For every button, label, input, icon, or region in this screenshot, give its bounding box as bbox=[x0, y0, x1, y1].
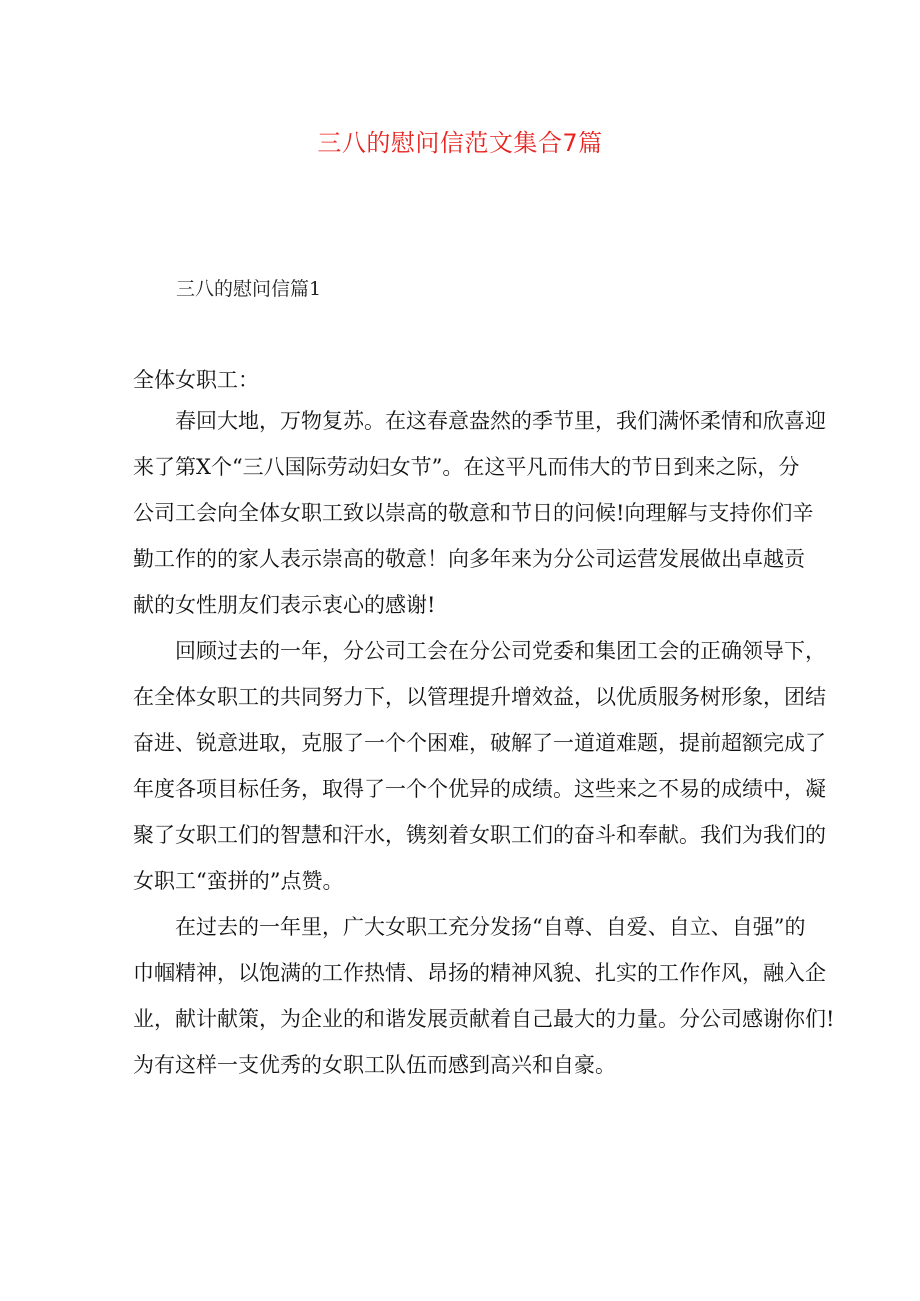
paragraph-2 bbox=[133, 628, 826, 904]
document-title: 三八的慰问信范文集合7篇 bbox=[317, 129, 603, 157]
paragraph-line: 勤工作的的家人表示崇高的敬意！向多年来为分公司运营发展做出卓越贡 bbox=[133, 547, 805, 571]
paragraph-3 bbox=[133, 904, 835, 1088]
paragraph-line: 在全体女职工的共同努力下，以管理提升增效益，以优质服务树形象，团结 bbox=[133, 685, 826, 709]
letter-body bbox=[133, 398, 835, 1088]
paragraph-line: 奋进、锐意进取，克服了一个个困难，破解了一道道难题，提前超额完成了 bbox=[133, 731, 826, 755]
paragraph-line: 巾帼精神，以饱满的工作热情、昂扬的精神风貌、扎实的工作作风，融入企 bbox=[133, 961, 826, 985]
paragraph-line: 聚了女职工们的智慧和汗水，镌刻着女职工们的奋斗和奉献。我们为我们的 bbox=[133, 823, 826, 847]
paragraph-line: 在过去的一年里，广大女职工充分发扬“自尊、自爱、自立、自强”的 bbox=[175, 915, 806, 939]
salutation: 全体女职工： bbox=[133, 368, 259, 392]
paragraph-line: 献的女性朋友们表示衷心的感谢! bbox=[133, 593, 436, 617]
paragraph-line: 业，献计献策，为企业的和谐发展贡献着自己最大的力量。分公司感谢你们! bbox=[133, 1007, 835, 1031]
paragraph-line: 女职工“蛮拼的”点赞。 bbox=[133, 869, 344, 893]
paragraph-line: 春回大地，万物复苏。在这春意盎然的季节里，我们满怀柔情和欣喜迎 bbox=[175, 409, 826, 433]
paragraph-line: 年度各项目标任务，取得了一个个优异的成绩。这些来之不易的成绩中，凝 bbox=[133, 777, 826, 801]
paragraph-line: 为有这样一支优秀的女职工队伍而感到高兴和自豪。 bbox=[133, 1053, 616, 1077]
section-heading: 三八的慰问信篇1 bbox=[176, 278, 322, 300]
paragraph-1 bbox=[133, 398, 826, 628]
paragraph-line: 公司工会向全体女职工致以崇高的敬意和节日的问候!向理解与支持你们辛 bbox=[133, 501, 814, 525]
paragraph-line: 回顾过去的一年，分公司工会在分公司党委和集团工会的正确领导下， bbox=[175, 639, 826, 663]
paragraph-line: 来了第X个“三八国际劳动妇女节”。在这平凡而伟大的节日到来之际，分 bbox=[133, 455, 800, 479]
